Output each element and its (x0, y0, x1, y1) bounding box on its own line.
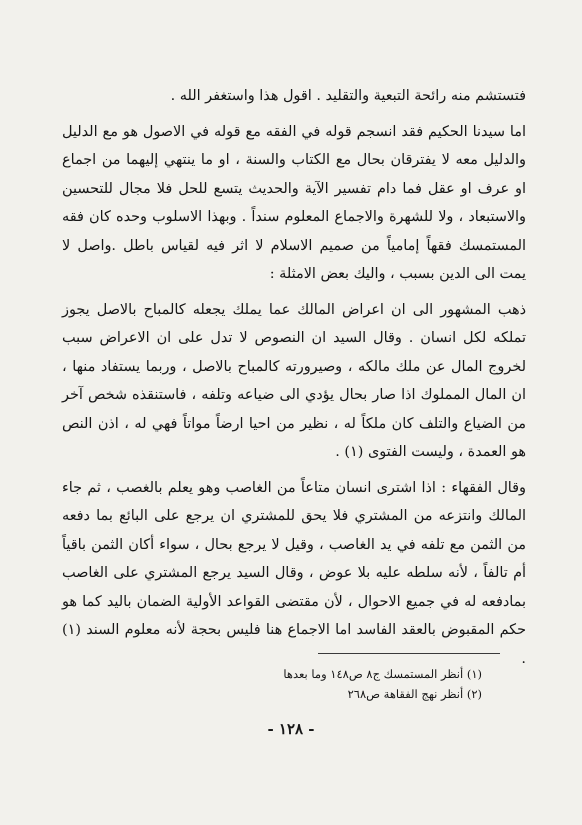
paragraph-3: ذهب المشهور الى ان اعراض المالك عما يملك يجعله كالمباح بالاصل يجوز تملكه لكل انسان . وقال السيد ان النصوص لا تدل على ان الاعراض سبب لخروج المال عن ملك مالكه ، وصيرورته كالمباح بالاصل ، وربما يستفاد منها ، ان المال المملوك اذا صار بحال يؤدي الى ضياعه وتلفه ، فاستنقذه شخص آخر من الضياع والتلف كان ملكاً له ، نظير من احيا ارضاً مواتاً فهي له ، اذن النص هو العمدة ، وليست الفتوى (١) . (62, 301, 526, 460)
footnote-2: (٢) أنظر نهج الفقاهة ص٢٦٨ (347, 687, 482, 701)
footnote-1: (١) أنظر المستمسك ج٨ ص١٤٨ وما بعدها (283, 667, 482, 681)
paragraph-2: اما سيدنا الحكيم فقد انسجم قوله في الفقه مع قوله في الاصول هو مع الدليل والدليل معه لا يفترقان بحال مع الكتاب والسنة ، او ما ينتهي إليهما من اجماع او عرف او عقل فما دام تفسير الآية والحديث يتسع للحل فلا مجال للتحسين والاستبعاد ، ولا للشهرة والاجماع المعلوم سنداً . وبهذا الاسلوب وحده كان فقه المستمسك فقهاً إمامياً من صميم الاسلام لا اثر فيه لقياس باطل .واصل لا يمت الى الدين بسبب ، واليك بعض الامثلة : (62, 123, 526, 282)
footnote-separator (318, 653, 500, 654)
footnotes (250, 664, 482, 704)
paragraph-1: فتستشم منه رائحة التبعية والتقليد . اقول هذا واستغفر الله . (170, 88, 526, 104)
paragraph-4: وقال الفقهاء : اذا اشترى انسان متاعاً من الغاصب وهو يعلم بالغصب ، ثم جاء المالك وانتزعه من المشتري فلا يحق للمشتري ان يرجع على البائع بما دفعه من الثمن مع تلفه في يد الغاصب ، وقيل لا يرجع بحال ، سواء أكان الثمن باقياً أم تالفاً ، لأنه سلطه عليه بلا عوض ، وقال السيد يرجع المشتري على الغاصب بمادفعه له في جميع الاحوال ، لأن مقتضى القواعد الأولية الضمان باليد كما هو حكم المقبوض بالعقد الفاسد اما الاجماع هنا فليس بحجة لأنه معلوم السند (١) . (62, 479, 526, 667)
body-text (62, 82, 526, 673)
page-number: - ١٢٨ - (267, 720, 315, 738)
